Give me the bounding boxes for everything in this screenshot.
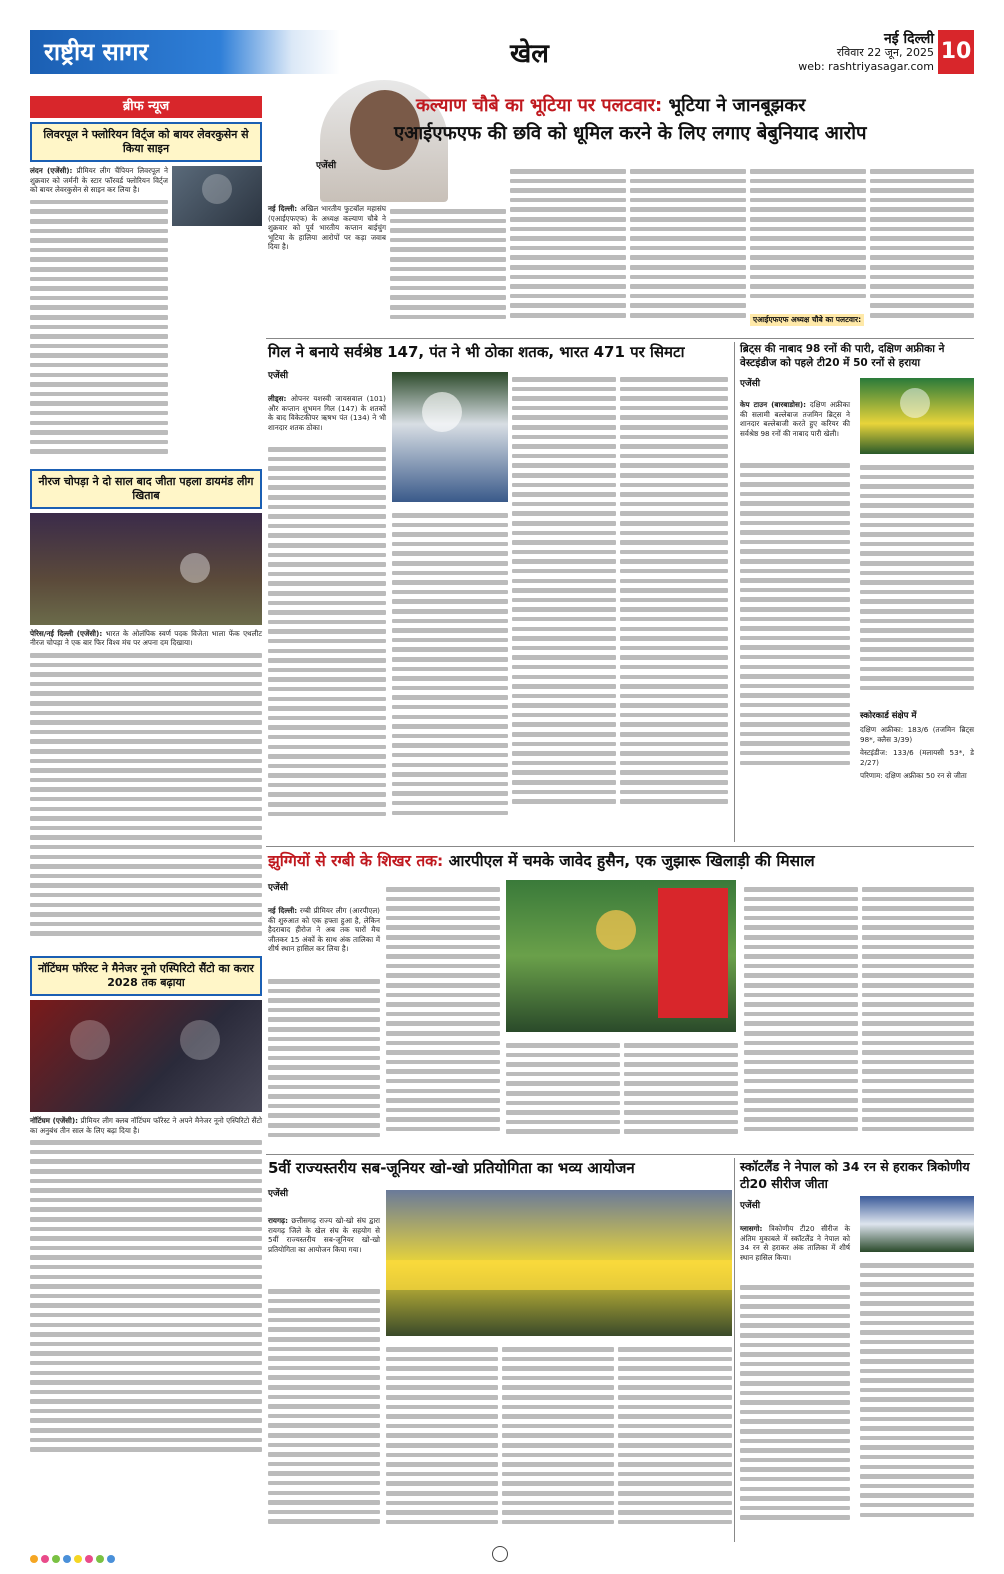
text-lines bbox=[860, 460, 974, 704]
divider bbox=[734, 342, 735, 842]
section-title: खेल bbox=[510, 39, 549, 69]
khokho-lead: छत्तीसगढ़ राज्य खो-खो संघ द्वारा रायगढ़ जिले के खेल संघ के सहयोग से 5वीं राज्यस्तरीय सब-जूनियर खो-खो प्रतियोगिता का आयोजन किया गया। bbox=[268, 1216, 380, 1254]
khokho-headline: 5वीं राज्यस्तरीय सब-जूनियर खो-खो प्रतियोगिता का भव्य आयोजन bbox=[268, 1159, 635, 1177]
text-lines bbox=[740, 458, 850, 788]
photo-khokho-team bbox=[386, 1190, 732, 1336]
scotland-headline: स्कॉटलैंड ने नेपाल को 34 रन से हराकर त्रिकोणीय टी20 सीरीज जीता bbox=[740, 1159, 970, 1191]
photo-wirtz bbox=[172, 166, 262, 226]
dateline: ग्लासगो: bbox=[740, 1224, 763, 1233]
rugby-kicker: झुग्गियों से रग्बी के शिखर तक: bbox=[268, 852, 444, 870]
gill-body bbox=[268, 394, 386, 432]
gill-byline: एजेंसी bbox=[268, 371, 289, 381]
rugby-byline: एजेंसी bbox=[268, 883, 289, 893]
scotland-lead: त्रिकोणीय टी20 सीरीज के अंतिम मुकाबले में स्कॉटलैंड ने नेपाल को 34 रन से हराकर अंक तालिका में शीर्ष स्थान हासिल किया। bbox=[740, 1224, 850, 1262]
photo-gill-pant bbox=[392, 372, 508, 502]
rugby-lead: रग्बी प्रीमियर लीग (आरपीएल) की शुरुआत को एक हफ्ता हुआ है, लेकिन हैदराबाद हीरोज ने अब तक चारों मैच जीतकर 15 अंकों के साथ अंक तालिका में शीर्ष स्थान हासिल कर लिया है। bbox=[268, 906, 380, 954]
brief-title-liverpool: लिवरपूल ने फ्लोरियन विर्ट्ज को बायर लेवरकुसेन से किया साइन bbox=[30, 122, 262, 162]
dateline: केप टाउन (बारबाडोस): bbox=[740, 400, 807, 409]
dateline: लंदन (एजेंसी): bbox=[30, 166, 73, 175]
dateline: रायगढ़: bbox=[268, 1216, 288, 1225]
text-lines bbox=[386, 882, 500, 1144]
rugby-body bbox=[268, 906, 380, 954]
divider bbox=[266, 846, 974, 847]
scorecard-title: स्कोरकार्ड संक्षेप में bbox=[860, 711, 917, 721]
lead-headline-2: एआईएफएफ की छवि को धूमिल करने के लिए लगाए बेबुनियाद आरोप bbox=[394, 123, 867, 144]
dateline: पेरिस/नई दिल्ली (एजेंसी): bbox=[30, 628, 103, 638]
rugby-headline-line bbox=[268, 850, 974, 872]
text-lines bbox=[620, 372, 728, 842]
photo-brits bbox=[860, 378, 974, 454]
text-lines bbox=[862, 882, 974, 1144]
registration-mark-icon bbox=[492, 1546, 508, 1562]
lead-caption: एआईएफएफ अध्यक्ष चौबे का पलटवार: bbox=[750, 314, 864, 326]
text-lines bbox=[268, 1284, 380, 1536]
text-lines bbox=[870, 164, 974, 326]
lead-body bbox=[268, 204, 386, 252]
photo-javed-hussain bbox=[506, 880, 736, 1032]
score-result: परिणाम: दक्षिण अफ्रीका 50 रन से जीता bbox=[860, 771, 967, 781]
text-lines bbox=[506, 1038, 620, 1144]
text-lines bbox=[502, 1342, 614, 1536]
text-lines bbox=[30, 195, 168, 465]
text-lines bbox=[744, 882, 858, 1144]
brief-news-column bbox=[30, 96, 262, 1465]
website[interactable]: web: rashtriyasagar.com bbox=[798, 60, 934, 73]
dateline: लीड्स: bbox=[268, 394, 287, 403]
rugby-story bbox=[268, 850, 974, 1150]
brief-body-neeraj bbox=[30, 629, 262, 648]
text-lines bbox=[630, 164, 746, 326]
text-lines bbox=[512, 372, 616, 842]
text-lines bbox=[624, 1038, 738, 1144]
text-lines bbox=[392, 508, 508, 842]
paper-logo: राष्ट्रीय सागर bbox=[30, 30, 220, 74]
dateline: नई दिल्ली: bbox=[268, 906, 298, 915]
brits-headline: ब्रिट्स की नाबाद 98 रनों की पारी, दक्षिण अफ्रीका ने वेस्टइंडीज को पहले टी20 में 50 रनों से हराया bbox=[740, 343, 945, 369]
text-lines bbox=[750, 164, 866, 310]
scorecard bbox=[860, 710, 974, 781]
divider bbox=[266, 1154, 974, 1155]
divider bbox=[734, 1158, 735, 1542]
masthead bbox=[30, 30, 974, 74]
masthead-decoration bbox=[220, 30, 340, 74]
lead-story bbox=[268, 80, 974, 334]
lead-kicker: कल्याण चौबे का भूटिया पर पलटवार: bbox=[416, 95, 663, 116]
dateline: नॉटिंघम (एजेंसी): bbox=[30, 1115, 79, 1125]
photo-scotland-team bbox=[860, 1196, 974, 1252]
rugby-headline: आरपीएल में चमके जावेद हुसैन, एक जुझारू खिलाड़ी की मिसाल bbox=[448, 852, 815, 870]
brief-title-neeraj: नीरज चोपड़ा ने दो साल बाद जीता पहला डायमंड लीग खिताब bbox=[30, 469, 262, 509]
dateline: नई दिल्ली: bbox=[268, 204, 298, 213]
brief-header: ब्रीफ न्यूज bbox=[30, 96, 262, 118]
gill-lead: ओपनर यशस्वी जायसवाल (101) और कप्तान शुभमन गिल (147) के शतकों के बाद विकेटकीपर ऋषभ पंत (134) ने भी शानदार शतक ठोका। bbox=[268, 394, 386, 432]
photo-neeraj bbox=[30, 513, 262, 625]
page-number: 10 bbox=[938, 30, 974, 74]
brief-lead: प्रीमियर लीग क्लब नॉटिंघम फॉरेस्ट ने अपने मैनेजर नूनो एस्पिरिटो सैंटो का अनुबंध तीन साल के लिए बढ़ा दिया है। bbox=[30, 1115, 262, 1135]
khokho-story bbox=[268, 1158, 732, 1542]
lead-lead: अखिल भारतीय फुटबॉल महासंघ (एआईएफएफ) के अध्यक्ष कल्याण चौबे ने शुक्रवार को पूर्व भारतीय कप्तान बाईचुंग भूटिया के हालिया आरोपों पर कड़ा जवाब दिया है। bbox=[268, 204, 386, 252]
photo-nuno bbox=[30, 1000, 262, 1112]
scotland-byline: एजेंसी bbox=[740, 1201, 761, 1211]
edition-info bbox=[798, 32, 934, 74]
khokho-byline: एजेंसी bbox=[268, 1189, 289, 1199]
brits-body bbox=[740, 400, 850, 438]
text-lines bbox=[390, 204, 506, 326]
score-wi: वेस्टइंडीज: 133/6 (मलायसी 53*, डे 2/27) bbox=[860, 748, 974, 767]
brief-body-nottingham bbox=[30, 1116, 262, 1135]
khokho-body bbox=[268, 1216, 380, 1254]
text-lines bbox=[386, 1342, 498, 1536]
text-lines bbox=[618, 1342, 732, 1536]
brief-lead: प्रीमियर लीग चैंपियन लिवरपूल ने शुक्रवार को जर्मनी के स्टार फॉरवर्ड फ्लोरियन विर्ट्ज को बायर लेवरकुसेन से साइन कर लिया है। bbox=[30, 166, 169, 195]
gill-story bbox=[268, 342, 728, 842]
gill-headline: गिल ने बनाये सर्वश्रेष्ठ 147, पंत ने भी ठोका शतक, भारत 471 पर सिमटा bbox=[268, 343, 685, 361]
brits-byline: एजेंसी bbox=[740, 379, 761, 389]
text-lines bbox=[30, 1135, 262, 1465]
brief-title-nottingham: नॉटिंघम फॉरेस्ट ने मैनेजर नूनो एस्पिरिटो सैंटो का करार 2028 तक बढ़ाया bbox=[30, 956, 262, 996]
edition-city: नई दिल्ली bbox=[883, 31, 934, 47]
text-lines bbox=[268, 974, 380, 1144]
brits-lead: दक्षिण अफ्रीका की सलामी बल्लेबाज तजमिन ब्रिट्स ने शानदार बल्लेबाजी करते हुए करियर की सर्वश्रेष्ठ 98 रनों की नाबाद पारी खेली। bbox=[740, 400, 850, 438]
brits-story bbox=[740, 342, 974, 842]
text-lines bbox=[30, 648, 262, 952]
score-sa: दक्षिण अफ्रीका: 183/6 (तजमिन ब्रिट्स 98*, क्लैस 3/39) bbox=[860, 725, 974, 744]
text-lines bbox=[860, 1258, 974, 1536]
text-lines bbox=[740, 1280, 850, 1536]
divider bbox=[266, 338, 974, 339]
edition-date: रविवार 22 जून, 2025 bbox=[836, 46, 934, 59]
scotland-story bbox=[740, 1158, 974, 1542]
brief-lead: भारत के ओलंपिक स्वर्ण पदक विजेता भाला फेंक एथलीट नीरज चोपड़ा ने एक बार फिर विश्व मंच पर अपना दम दिखाया। bbox=[30, 628, 262, 648]
text-lines bbox=[268, 442, 386, 842]
lead-byline: एजेंसी bbox=[316, 161, 337, 171]
lead-headline-1: भूटिया ने जानबूझकर bbox=[668, 95, 806, 116]
scotland-body bbox=[740, 1224, 850, 1262]
lead-headline-line1 bbox=[416, 94, 806, 118]
text-lines bbox=[510, 164, 626, 326]
